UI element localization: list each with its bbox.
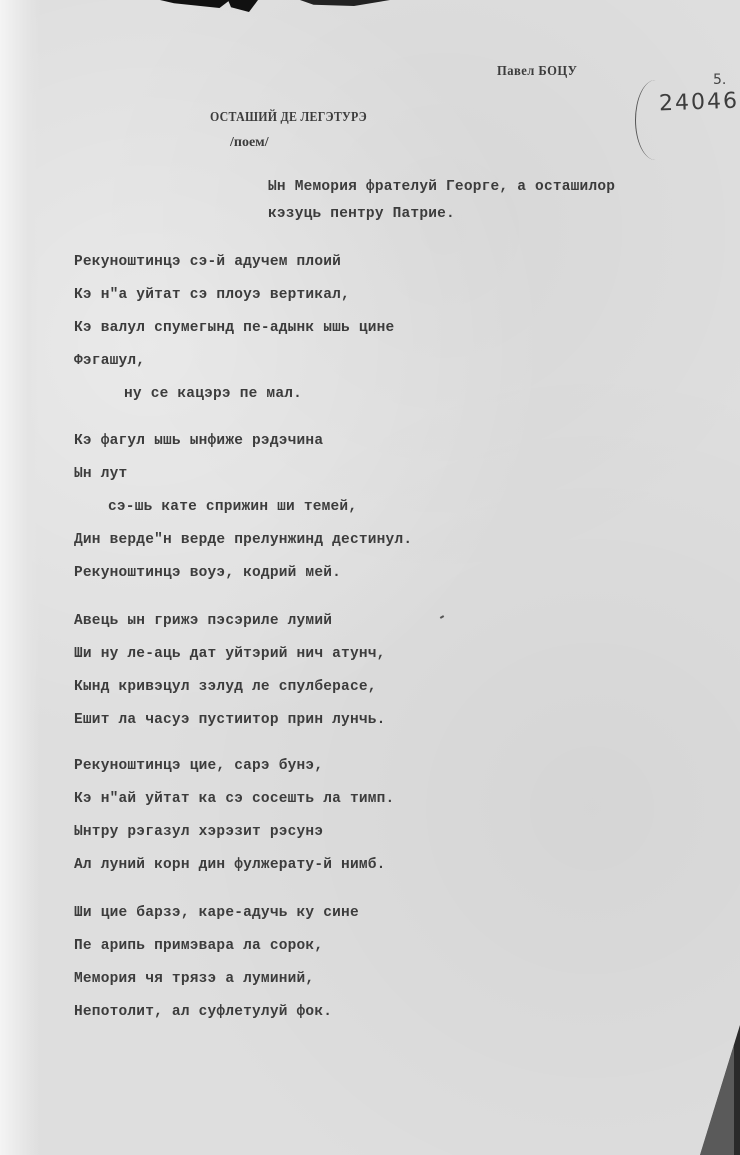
tear-shadow: [228, 0, 258, 12]
page-corner-edge: [700, 1045, 734, 1155]
dedication-line: Ын Мемория фрателуй Георге, а осташилор: [268, 179, 616, 195]
poem-line: Кэ валул спумегынд пе-адынк ышь цине: [74, 320, 395, 336]
handwritten-annotation: [635, 72, 740, 162]
poem-line: Ынтру рэгазул хэрэзит рэсунэ: [74, 824, 324, 840]
poem-line: Рекуноштинцэ воуэ, кодрий мей.: [74, 565, 342, 581]
author-name: Павел БОЦУ: [497, 64, 578, 79]
torn-top-edge: [0, 0, 740, 14]
stanza-5: [74, 897, 359, 1029]
paper-left-edge: [0, 0, 40, 1155]
stanza-1: [74, 246, 394, 411]
poem-line: Дин верде"н верде прелунжинд дестинул.: [74, 532, 413, 548]
poem-line: Пе арипь примэвара ла сорок,: [74, 938, 324, 954]
poem-title: ОСТАШИЙ ДЕ ЛЕГЭТУРЭ: [210, 110, 367, 125]
dedication-line: кэзуць пентру Патрие.: [268, 206, 455, 222]
stanza-4: [74, 750, 394, 882]
poem-line: Рекуноштинцэ сэ-й адучем плоий: [74, 254, 342, 270]
stray-mark: [440, 615, 444, 619]
poem-line: Кэ н"а уйтат сэ плоуэ вертикал,: [74, 287, 350, 303]
poem-subtitle: /поем/: [230, 135, 269, 150]
poem-line: Кэ фагул ышь ынфиже рэдэчина: [74, 433, 324, 449]
tear-shadow: [160, 0, 230, 8]
poem-line: Ын лут: [74, 466, 128, 482]
stanza-3: [74, 605, 386, 737]
poem-line: Кынд кривэцул зэлуд ле спулберасе,: [74, 679, 377, 695]
tear-shadow: [300, 0, 390, 6]
poem-line: Кэ н"ай уйтат ка сэ сосешть ла тимп.: [74, 791, 395, 807]
poem-line: Рекуноштинцэ цие, сарэ бунэ,: [74, 758, 324, 774]
poem-line: Ши ну ле-аць дат уйтэрий нич атунч,: [74, 646, 386, 662]
handwritten-archive-number: 24046: [658, 88, 740, 117]
poem-line: Ши цие барзэ, каре-адучь ку сине: [74, 905, 359, 921]
handwritten-mark: 5.: [713, 72, 727, 88]
poem-line: Авець ын грижэ пэсэриле лумий: [74, 613, 333, 629]
poem-line: Непотолит, ал суфлетулуй фок.: [74, 1004, 333, 1020]
poem-line: Ешит ла часуэ пустиитор прин лунчь.: [74, 712, 386, 728]
poem-line: Мемория чя трязэ а луминий,: [74, 971, 315, 987]
stanza-2: [74, 425, 412, 590]
dedication: [268, 174, 615, 228]
poem-line: ну се кацэрэ пе мал.: [124, 386, 303, 402]
poem-line: сэ-шь кате сприжин ши темей,: [108, 499, 358, 515]
poem-line: Фэгашул,: [74, 353, 146, 369]
poem-line: Ал луний корн дин фулжерату-й нимб.: [74, 857, 386, 873]
